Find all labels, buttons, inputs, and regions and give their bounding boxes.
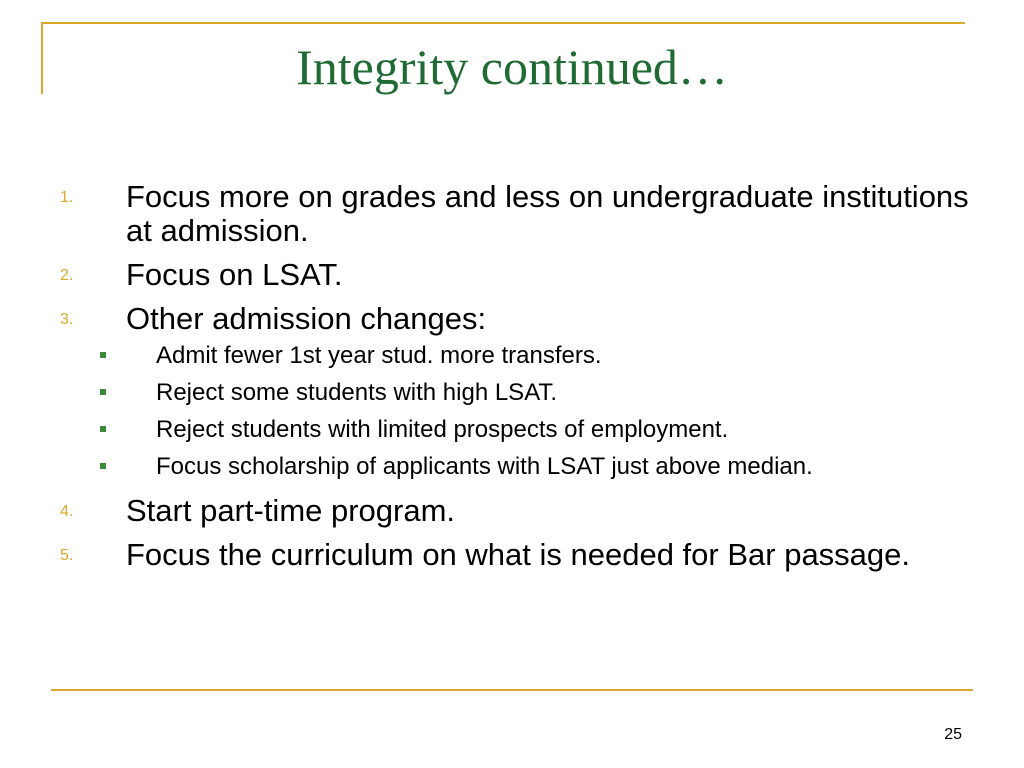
square-bullet-icon	[100, 426, 106, 432]
sub-list-item-text: Focus scholarship of applicants with LSAT just above median.	[156, 453, 813, 480]
list-item-text: Focus the curriculum on what is needed for Bar passage.	[126, 537, 911, 572]
sub-list-item	[60, 379, 980, 406]
list-item	[60, 180, 980, 248]
sub-list-item-text: Reject students with limited prospects of employment.	[156, 416, 729, 443]
list-item-text: Start part-time program.	[126, 493, 456, 528]
sub-list-item-text: Admit fewer 1st year stud. more transfers.	[156, 342, 602, 369]
bottom-frame-line	[51, 689, 973, 691]
list-item	[60, 538, 980, 572]
sub-list-item	[60, 416, 980, 443]
square-bullet-icon	[100, 389, 106, 395]
list-item-text: Focus on LSAT.	[126, 257, 343, 292]
list-number: 4.	[60, 503, 74, 520]
list-number: 2.	[60, 267, 74, 284]
sub-list-item	[60, 342, 980, 369]
page-number: 25	[944, 726, 962, 743]
list-number: 5.	[60, 547, 74, 564]
list-item-text: Other admission changes:	[126, 301, 487, 336]
list-item-text: Focus more on grades and less on undergraduate institutions at admission.	[126, 179, 969, 248]
square-bullet-icon	[100, 352, 106, 358]
numbered-list	[60, 180, 980, 582]
slide-title: Integrity continued…	[296, 39, 728, 95]
square-bullet-icon	[100, 463, 106, 469]
list-number: 3.	[60, 311, 74, 328]
sub-list-item	[60, 453, 980, 480]
sub-list-item-text: Reject some students with high LSAT.	[156, 379, 558, 406]
list-item	[60, 494, 980, 528]
list-number: 1.	[60, 189, 74, 206]
list-item	[60, 258, 980, 292]
list-item	[60, 302, 980, 336]
top-frame-line	[41, 22, 965, 24]
